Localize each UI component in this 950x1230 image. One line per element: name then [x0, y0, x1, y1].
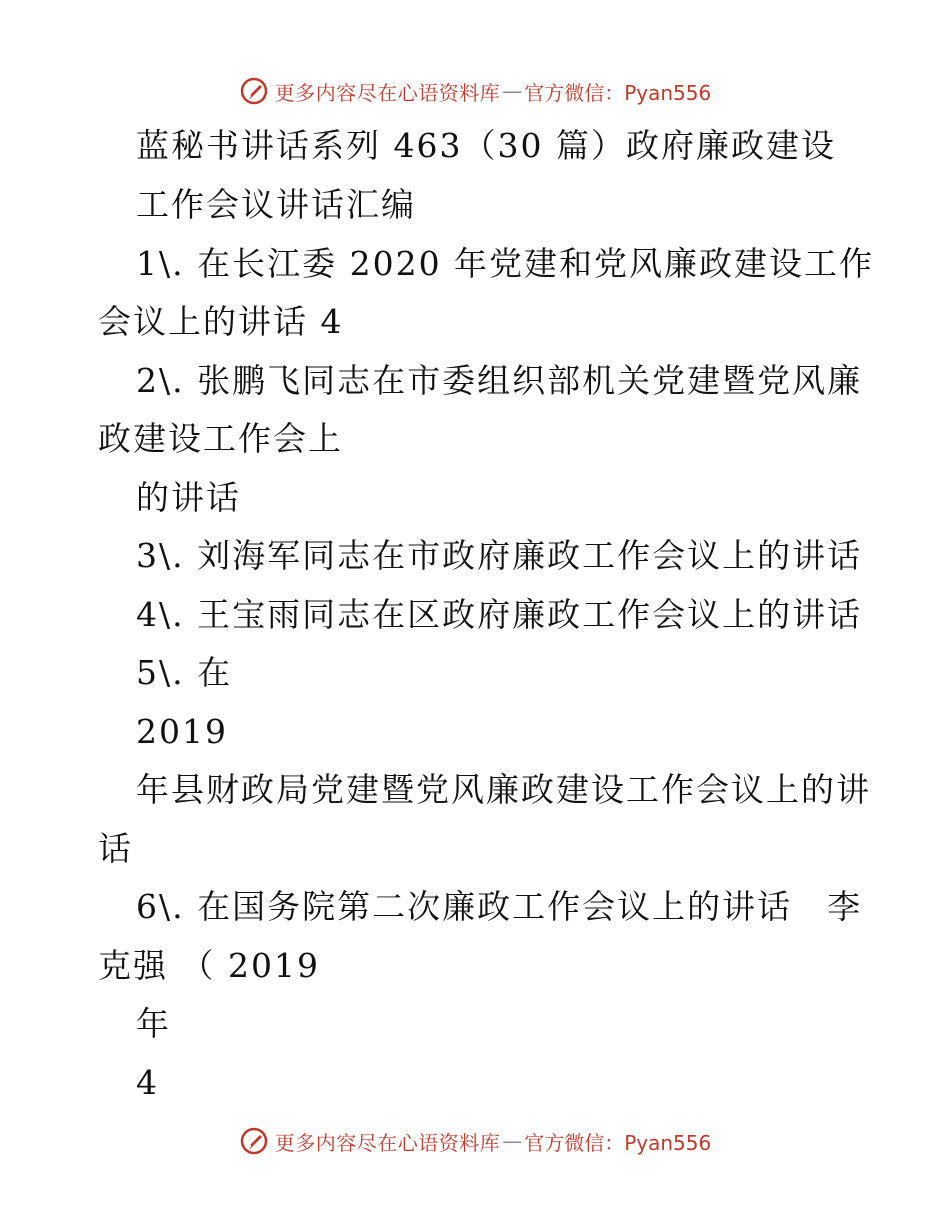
toc-item-2-line-1: 2\. 张鹏飞同志在市委组织部机关党建暨党风廉: [136, 361, 863, 400]
footer-watermark: [0, 1124, 950, 1158]
toc-item-5-line-4: 话: [98, 829, 133, 868]
watermark-dash: —: [502, 79, 523, 103]
toc-item-4: 4\. 王宝雨同志在区政府廉政工作会议上的讲话: [136, 595, 863, 634]
toc-item-3: 3\. 刘海军同志在市政府廉政工作会议上的讲话: [136, 536, 863, 575]
doc-title-line-1: 蓝秘书讲话系列 463（30 篇）政府廉政建设: [136, 126, 836, 165]
pen-logo-icon: [239, 76, 269, 106]
toc-item-6-line-3: 年: [136, 1004, 171, 1043]
toc-item-5-line-2: 2019: [136, 712, 228, 751]
toc-item-6-line-1: 6\. 在国务院第二次廉政工作会议上的讲话 李: [136, 887, 863, 926]
doc-title-line-2: 工作会议讲话汇编: [136, 185, 416, 224]
toc-item-1-line-2: 会议上的讲话 4: [98, 302, 344, 341]
toc-item-5-line-1: 5\. 在: [136, 653, 233, 692]
toc-item-6-line-2: 克强 （ 2019: [98, 946, 320, 985]
watermark-wechat: 官方微信：Pyan556: [524, 1130, 712, 1155]
toc-item-2-line-2: 政建设工作会上: [98, 419, 343, 458]
watermark-text: 更多内容尽在心语资料库: [274, 1130, 501, 1155]
toc-item-2-line-3: 的讲话: [136, 478, 241, 517]
header-watermark: [0, 74, 950, 108]
watermark-wechat: 官方微信：Pyan556: [524, 80, 712, 105]
watermark-text: 更多内容尽在心语资料库: [274, 80, 501, 105]
toc-item-1-line-1: 1\. 在长江委 2020 年党建和党风廉政建设工作: [136, 244, 875, 283]
toc-item-6-line-4: 4: [136, 1063, 159, 1102]
watermark-dash: —: [502, 1129, 523, 1153]
toc-item-5-line-3: 年县财政局党建暨党风廉政建设工作会议上的讲: [136, 770, 871, 809]
pen-logo-icon: [239, 1126, 269, 1156]
